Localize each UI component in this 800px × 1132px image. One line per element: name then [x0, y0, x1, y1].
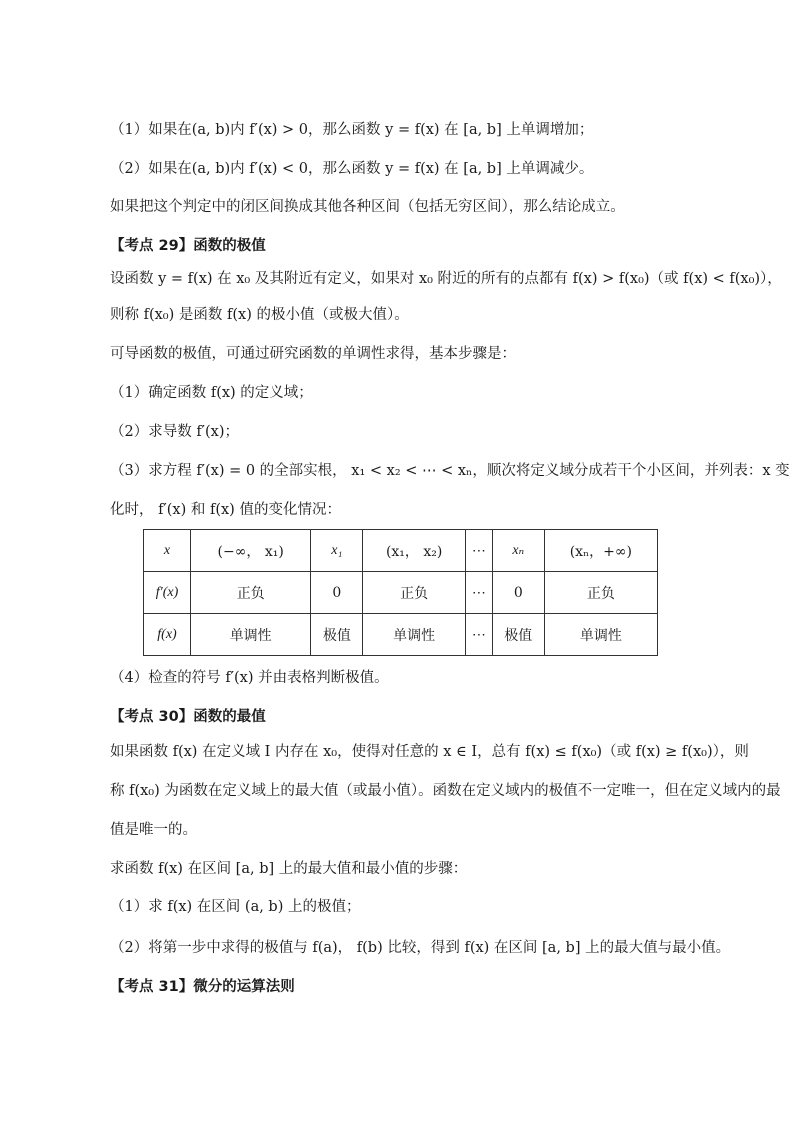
extremum-steps-intro: 可导函数的极值，可通过研究函数的单调性求得，基本步骤是：: [110, 346, 516, 362]
table-cell: 极值: [311, 614, 363, 656]
table-cell: 极值: [492, 614, 544, 656]
monotonic-increase-rule: （1）如果在(a, b)内 f′(x) > 0，那么函数 y = f(x) 在 [a, b] 上单调增加；: [110, 122, 594, 138]
table-cell: 单调性: [544, 614, 657, 656]
table-cell: 单调性: [363, 614, 466, 656]
extremum-definition-line2: 则称 f(x₀) 是函数 f(x) 的极小值（或极大值）。: [110, 307, 409, 323]
table-cell: 0: [492, 572, 544, 614]
extremum-step-2: （2）求导数 f′(x)；: [110, 424, 239, 440]
table-cell: (xₙ，+∞): [544, 530, 657, 572]
max-min-definition-line2: 称 f(x₀) 为函数在定义域上的最大值（或最小值）。函数在定义域内的极值不一定唯一，但在定义域内的最: [110, 783, 781, 799]
max-min-definition-line1: 如果函数 f(x) 在定义域 I 内存在 x₀，使得对任意的 x ∈ I，总有 f(x) ≤ f(x₀)（或 f(x) ≥ f(x₀)），则: [110, 744, 749, 760]
heading-kaodian-30: 【考点 30】函数的最值: [110, 709, 266, 725]
table-cell: (x₁， x₂): [363, 530, 466, 572]
table-row: [144, 572, 658, 614]
extremum-step-3-line1: （3）求方程 f′(x) = 0 的全部实根， x₁ < x₂ < ⋯ < xₙ，顺次将定义域分成若干个小区间，并列表：x 变: [110, 463, 790, 479]
table-cell: 正负: [191, 572, 311, 614]
table-cell: 单调性: [191, 614, 311, 656]
extremum-step-1: （1）确定函数 f(x) 的定义域；: [110, 385, 313, 401]
table-cell: f(x): [144, 614, 191, 656]
max-min-steps-intro: 求函数 f(x) 在区间 [a, b] 上的最大值和最小值的步骤：: [110, 861, 468, 877]
extremum-step-4: （4）检查的符号 f′(x) 并由表格判断极值。: [110, 670, 389, 686]
table-cell: 0: [311, 572, 363, 614]
table-row: [144, 614, 658, 656]
max-min-definition-line3: 值是唯一的。: [110, 822, 197, 838]
interval-note: 如果把这个判定中的闭区间换成其他各种区间（包括无穷区间），那么结论成立。: [110, 199, 625, 215]
heading-kaodian-29: 【考点 29】函数的极值: [110, 238, 266, 254]
extremum-sign-table: [143, 529, 658, 656]
table-cell: x₁: [311, 530, 363, 572]
table-cell: 正负: [544, 572, 657, 614]
table-cell: (−∞， x₁): [191, 530, 311, 572]
table-cell: ⋯: [465, 614, 492, 656]
max-min-step-1: （1）求 f(x) 在区间 (a, b) 上的极值；: [110, 899, 361, 915]
table-cell: f′(x): [144, 572, 191, 614]
monotonic-decrease-rule: （2）如果在(a, b)内 f′(x) < 0，那么函数 y = f(x) 在 [a, b] 上单调减少。: [110, 161, 594, 177]
table-cell: x: [144, 530, 191, 572]
table-cell: 正负: [363, 572, 466, 614]
extremum-step-3-line2: 化时， f′(x) 和 f(x) 值的变化情况：: [110, 502, 341, 518]
max-min-step-2: （2）将第一步中求得的极值与 f(a)， f(b) 比较，得到 f(x) 在区间 [a, b] 上的最大值与最小值。: [110, 940, 731, 956]
extremum-definition-line1: 设函数 y = f(x) 在 x₀ 及其附近有定义，如果对 x₀ 附近的所有的点都有 f(x) > f(x₀)（或 f(x) < f(x₀)），: [110, 271, 782, 287]
table-cell: ⋯: [465, 572, 492, 614]
table-row: [144, 530, 658, 572]
heading-kaodian-31: 【考点 31】微分的运算法则: [110, 979, 295, 995]
table-cell: ⋯: [465, 530, 492, 572]
table-cell: xₙ: [492, 530, 544, 572]
